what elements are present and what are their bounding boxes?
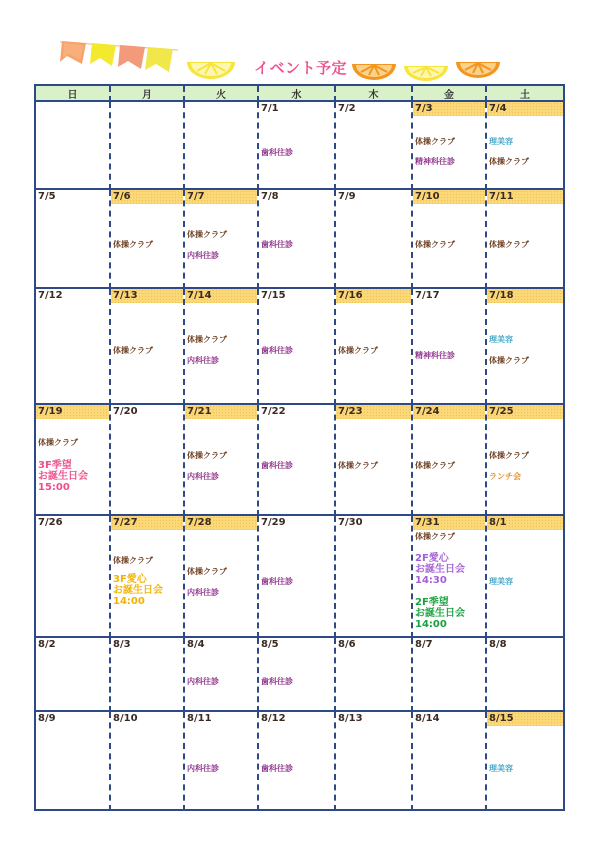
day-date-label: 7/31 — [413, 516, 485, 530]
day-date-label: 7/12 — [38, 290, 63, 301]
event-item: 体操クラブ — [113, 240, 153, 249]
calendar-day-cell[interactable] — [111, 405, 185, 516]
calendar-day-cell[interactable] — [336, 638, 413, 712]
day-date-label: 8/11 — [187, 713, 212, 724]
calendar-day-cell[interactable] — [487, 638, 563, 712]
calendar-day-cell[interactable] — [487, 190, 563, 289]
event-item: 歯科往診 — [261, 461, 293, 470]
event-item: 体操クラブ — [415, 532, 455, 541]
day-date-label: 7/1 — [261, 103, 279, 114]
event-item: 理美容 — [489, 137, 513, 146]
day-date-label: 7/7 — [185, 190, 257, 204]
calendar-day-cell[interactable] — [36, 102, 111, 190]
calendar-day-cell[interactable] — [413, 102, 487, 190]
day-date-label: 7/19 — [36, 405, 109, 419]
calendar-day-cell[interactable] — [185, 712, 259, 811]
day-date-label — [185, 102, 257, 116]
page-title: イベント予定 — [254, 59, 348, 77]
day-date-label: 7/20 — [113, 406, 138, 417]
event-item: 体操クラブ — [187, 451, 227, 460]
weekday-header: 土 — [487, 86, 563, 102]
calendar-day-cell[interactable] — [259, 190, 336, 289]
calendar-day-cell[interactable] — [336, 102, 413, 190]
calendar-day-cell[interactable] — [111, 190, 185, 289]
event-item: 体操クラブ — [38, 438, 78, 447]
orange-slice-icon — [456, 62, 500, 78]
bunting-flags-icon — [60, 41, 178, 72]
day-date-label: 8/10 — [113, 713, 138, 724]
calendar-day-cell[interactable] — [487, 102, 563, 190]
calendar-day-cell[interactable] — [111, 289, 185, 405]
calendar-day-cell[interactable] — [36, 638, 111, 712]
event-item: 体操クラブ — [187, 230, 227, 239]
calendar-day-cell[interactable] — [185, 405, 259, 516]
day-date-label: 8/7 — [415, 639, 433, 650]
day-date-label: 7/3 — [413, 102, 485, 116]
calendar-day-cell[interactable] — [185, 638, 259, 712]
day-date-label: 7/16 — [336, 289, 411, 303]
event-item: 歯科往診 — [261, 577, 293, 586]
day-date-label: 7/13 — [111, 289, 183, 303]
calendar-day-cell[interactable] — [259, 289, 336, 405]
calendar-day-cell[interactable] — [111, 712, 185, 811]
event-item: 2F季望 お誕生日会 14:00 — [415, 597, 465, 630]
day-date-label: 7/22 — [261, 406, 286, 417]
event-item: ランチ会 — [489, 472, 521, 481]
calendar-day-cell[interactable] — [336, 289, 413, 405]
calendar-day-cell[interactable] — [36, 405, 111, 516]
day-date-label: 7/23 — [336, 405, 411, 419]
calendar-day-cell[interactable] — [111, 638, 185, 712]
event-item: 理美容 — [489, 335, 513, 344]
calendar-day-cell[interactable] — [185, 190, 259, 289]
day-date-label: 7/17 — [415, 290, 440, 301]
day-date-label — [36, 102, 109, 116]
page-header — [0, 0, 595, 84]
event-item: 体操クラブ — [489, 451, 529, 460]
event-item: 体操クラブ — [338, 461, 378, 470]
event-item: 歯科往診 — [261, 764, 293, 773]
day-date-label: 7/30 — [338, 517, 363, 528]
event-calendar — [34, 84, 565, 811]
day-date-label: 8/8 — [489, 639, 507, 650]
day-date-label: 7/8 — [261, 191, 279, 202]
orange-slice-icon — [352, 64, 396, 80]
day-date-label: 8/4 — [187, 639, 205, 650]
event-item: 内科往診 — [187, 764, 219, 773]
calendar-day-cell[interactable] — [111, 516, 185, 638]
event-item: 内科往診 — [187, 588, 219, 597]
day-date-label: 7/27 — [111, 516, 183, 530]
event-item: 内科往診 — [187, 251, 219, 260]
event-item: 精神科往診 — [415, 157, 455, 166]
day-date-label: 7/21 — [185, 405, 257, 419]
day-date-label: 7/10 — [413, 190, 485, 204]
event-item: 体操クラブ — [415, 137, 455, 146]
day-date-label: 7/18 — [487, 289, 563, 303]
event-item: 歯科往診 — [261, 677, 293, 686]
weekday-header: 水 — [259, 86, 336, 102]
weekday-header: 木 — [336, 86, 413, 102]
calendar-day-cell[interactable] — [111, 102, 185, 190]
event-item: 内科往診 — [187, 472, 219, 481]
day-date-label: 8/14 — [415, 713, 440, 724]
calendar-day-cell[interactable] — [487, 405, 563, 516]
calendar-day-cell[interactable] — [413, 712, 487, 811]
event-item: 精神科往診 — [415, 351, 455, 360]
calendar-day-cell[interactable] — [413, 638, 487, 712]
calendar-day-cell[interactable] — [336, 516, 413, 638]
day-date-label: 8/12 — [261, 713, 286, 724]
day-date-label: 7/28 — [185, 516, 257, 530]
day-date-label: 8/9 — [38, 713, 56, 724]
event-item: 内科往診 — [187, 356, 219, 365]
weekday-header: 月 — [111, 86, 185, 102]
event-item: 歯科往診 — [261, 240, 293, 249]
calendar-day-cell[interactable] — [259, 638, 336, 712]
day-date-label: 7/29 — [261, 517, 286, 528]
calendar-day-cell[interactable] — [336, 712, 413, 811]
day-date-label: 7/15 — [261, 290, 286, 301]
day-date-label: 8/3 — [113, 639, 131, 650]
event-item: 歯科往診 — [261, 148, 293, 157]
weekday-header: 火 — [185, 86, 259, 102]
day-date-label: 7/2 — [338, 103, 356, 114]
calendar-day-cell[interactable] — [259, 102, 336, 190]
calendar-day-cell[interactable] — [413, 190, 487, 289]
event-item: 体操クラブ — [489, 157, 529, 166]
event-item: 2F愛心 お誕生日会 14:30 — [415, 553, 465, 586]
day-date-label: 8/1 — [487, 516, 563, 530]
event-item: 体操クラブ — [187, 567, 227, 576]
event-item: 体操クラブ — [415, 240, 455, 249]
calendar-day-cell[interactable] — [185, 289, 259, 405]
day-date-label — [111, 102, 183, 116]
calendar-day-cell[interactable] — [36, 190, 111, 289]
calendar-day-cell[interactable] — [336, 405, 413, 516]
calendar-day-cell[interactable] — [259, 405, 336, 516]
day-date-label: 7/5 — [38, 191, 56, 202]
calendar-day-cell[interactable] — [36, 712, 111, 811]
calendar-day-cell[interactable] — [36, 289, 111, 405]
event-item: 3F季望 お誕生日会 15:00 — [38, 460, 88, 493]
day-date-label: 8/5 — [261, 639, 279, 650]
event-item: 体操クラブ — [338, 346, 378, 355]
day-date-label: 8/15 — [487, 712, 563, 726]
day-date-label: 7/24 — [413, 405, 485, 419]
lemon-slice-icon — [404, 66, 448, 81]
calendar-day-cell[interactable] — [413, 289, 487, 405]
event-item: 体操クラブ — [113, 346, 153, 355]
event-item: 体操クラブ — [415, 461, 455, 470]
event-item: 体操クラブ — [187, 335, 227, 344]
calendar-day-cell[interactable] — [185, 102, 259, 190]
event-item: 3F愛心 お誕生日会 14:00 — [113, 574, 163, 607]
calendar-day-cell[interactable] — [185, 516, 259, 638]
day-date-label: 8/6 — [338, 639, 356, 650]
calendar-day-cell[interactable] — [336, 190, 413, 289]
day-date-label: 7/11 — [487, 190, 563, 204]
day-date-label: 7/9 — [338, 191, 356, 202]
calendar-day-cell[interactable] — [413, 516, 487, 638]
day-date-label: 8/13 — [338, 713, 363, 724]
event-item: 理美容 — [489, 764, 513, 773]
day-date-label: 7/26 — [38, 517, 63, 528]
event-item: 理美容 — [489, 577, 513, 586]
day-date-label: 7/4 — [487, 102, 563, 116]
calendar-day-cell[interactable] — [413, 405, 487, 516]
calendar-day-cell[interactable] — [487, 712, 563, 811]
day-date-label: 7/25 — [487, 405, 563, 419]
calendar-day-cell[interactable] — [487, 516, 563, 638]
calendar-day-cell[interactable] — [259, 712, 336, 811]
lemon-slice-icon — [187, 62, 235, 79]
event-item: 体操クラブ — [489, 240, 529, 249]
event-item: 歯科往診 — [261, 346, 293, 355]
day-date-label: 7/6 — [111, 190, 183, 204]
day-date-label: 7/14 — [185, 289, 257, 303]
weekday-header: 金 — [413, 86, 487, 102]
event-item: 体操クラブ — [489, 356, 529, 365]
calendar-day-cell[interactable] — [259, 516, 336, 638]
weekday-header: 日 — [36, 86, 111, 102]
event-item: 内科往診 — [187, 677, 219, 686]
day-date-label: 8/2 — [38, 639, 56, 650]
calendar-day-cell[interactable] — [487, 289, 563, 405]
event-item: 体操クラブ — [113, 556, 153, 565]
calendar-day-cell[interactable] — [36, 516, 111, 638]
